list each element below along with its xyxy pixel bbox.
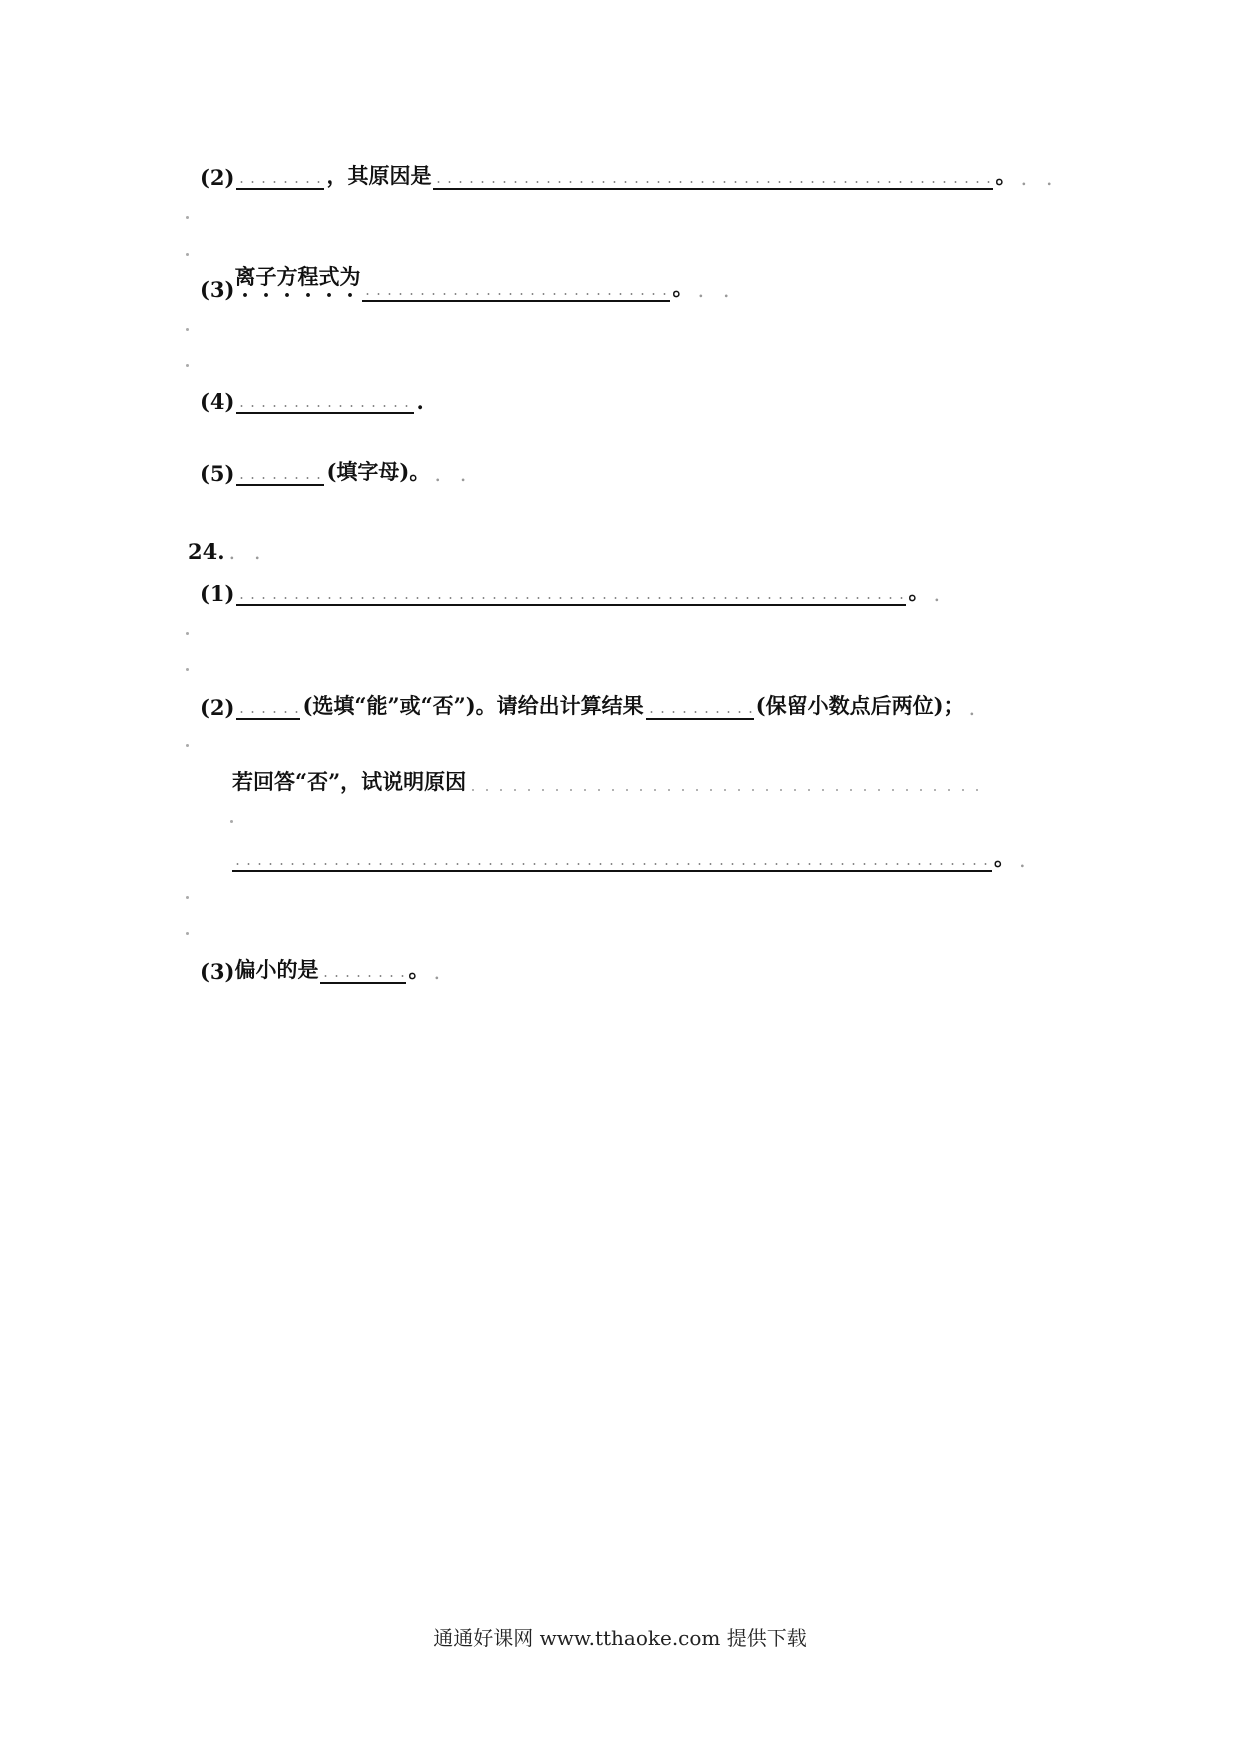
q24-number-line [188,524,267,564]
stray-dot [186,216,189,219]
stray-dot [186,668,189,671]
stray-dot [186,632,189,635]
q24-part3-answer-blank[interactable] [320,956,406,984]
q24-part1-line [200,566,946,606]
q24-part2-choice-blank[interactable] [236,692,300,720]
q24-part1-trailing-dot: . [933,582,947,606]
q23-part5-hint: (填字母)。 [326,459,431,484]
q23-part3-number: (3) [200,277,235,302]
stray-dot [186,896,189,899]
q23-part2-line [200,150,1059,190]
q24-part2-trailing-dot: . [968,696,982,720]
q23-part5-answer-blank[interactable] [236,458,324,486]
q23-part3-equation-blank[interactable] [362,274,670,302]
stray-dot [186,364,189,367]
q24-part2-reason-line [232,756,986,796]
stray-dot [186,328,189,331]
q23-part3-label: 离子方程式为 [234,264,361,289]
q24-part1-number: (1) [200,581,235,606]
q24-part2-number: (2) [200,695,235,720]
q24-part2-hint2: (保留小数点后两位)； [755,693,965,718]
q24-part2-hint1: (选填“能”或“否”)。请给出计算结果 [302,693,644,718]
q23-part5-number: (5) [200,461,235,486]
q23-part5-trailing-dots: . . [434,462,473,486]
q24-part3-label: 偏小的是 [234,957,319,982]
footer-source-credit: 通通好课网 www.tthaoke.com 提供下载 [433,1626,807,1650]
q23-part2-number: (2) [200,165,235,190]
q23-part4-line [200,374,424,414]
stray-dot [186,253,189,256]
q24-part2-result-blank[interactable] [646,692,754,720]
q24-part3-trailing-dot: . [433,960,447,984]
q24-part2-line [200,680,981,720]
q24-part1-answer-blank[interactable] [236,578,906,606]
q24-part3-end-mark: 。 [408,957,430,982]
q23-part2-reason-blank[interactable] [433,162,993,190]
q23-part3-trailing-dots: . . [697,278,736,302]
q23-part2-end-mark: 。 [995,163,1017,188]
q23-part4-end-mark: . [416,389,424,414]
q24-part3-number: (3) [200,959,235,984]
q24-part2-reason-label: 若回答“否”，试说明原因 [232,769,467,794]
q24-part2-reason-dotted-guide [466,770,986,796]
q23-part4-answer-blank[interactable] [236,386,414,414]
q24-part1-end-mark: 。 [908,579,930,604]
q24-part2-reason-answer-line [232,832,1032,872]
q23-part3-line [200,262,736,302]
stray-dot [186,744,189,747]
q24-part2-reason-blank[interactable] [232,844,992,872]
stray-dot [186,932,189,935]
q24-trailing-dots: . . [228,540,267,564]
q23-part2-answer-blank[interactable] [236,162,324,190]
q24-part3-line [200,944,446,984]
q24-number: 24. [188,539,225,564]
stray-dot [230,820,233,823]
q23-part5-line [200,446,472,486]
q24-part2-reason-end-mark: 。 [994,845,1015,870]
q23-part2-trailing-dots: . . [1020,166,1059,190]
q23-part2-reason-label: ，其原因是 [326,163,432,188]
q24-part2-reason-trailing-dot: . [1019,848,1032,872]
q23-part3-end-mark: 。 [672,275,694,300]
q23-part4-number: (4) [200,389,235,414]
